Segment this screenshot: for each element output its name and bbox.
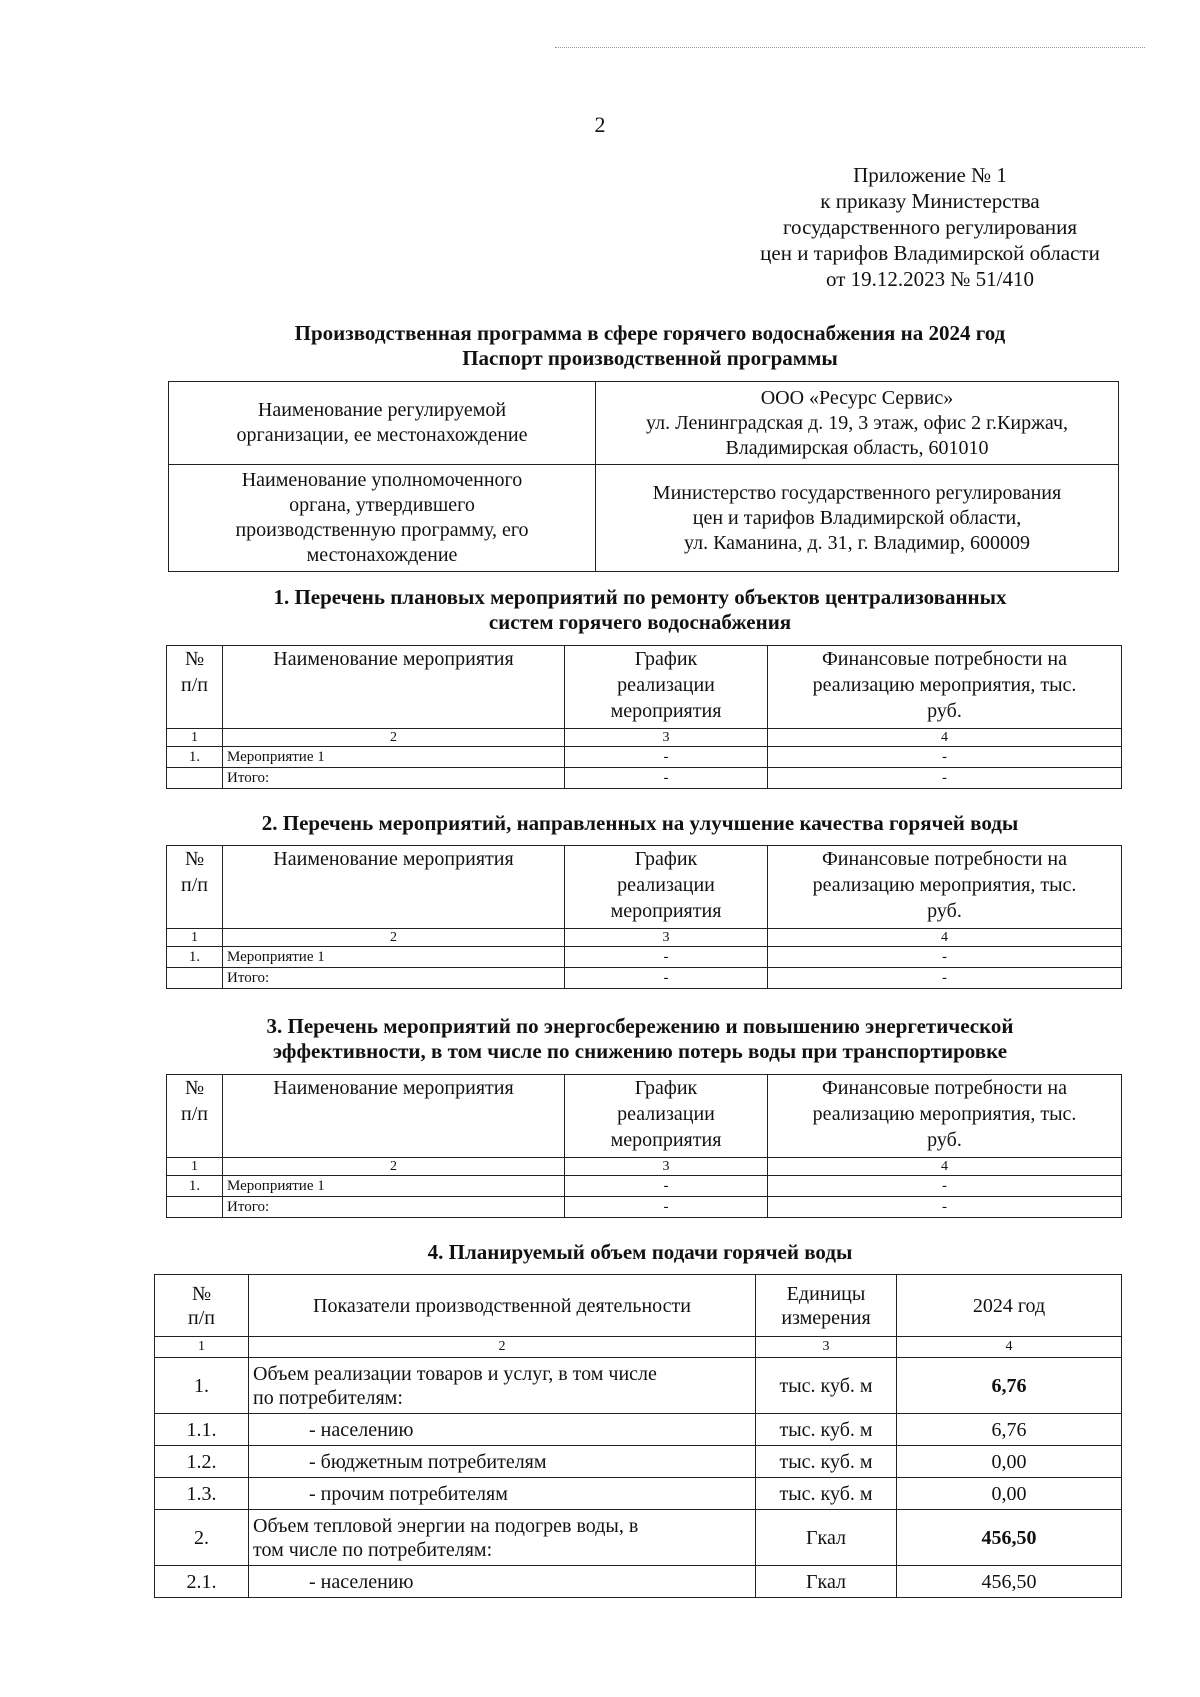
row-value: 6,76 [897,1414,1122,1446]
passport-auth-label [169,465,596,572]
text-line: Владимирская область, 601010 [725,436,989,459]
row-name: Мероприятие 1 [223,947,565,968]
total-label: Итого: [223,768,565,789]
col-no-header [167,646,223,729]
text-line: Единицы [786,1282,866,1305]
text-line: реализацию мероприятия, тыс. [812,1103,1077,1125]
total-label: Итого: [223,1197,565,1218]
section-3-title [160,1014,1120,1064]
col-number: 3 [565,729,768,747]
text-line: ООО «Ресурс Сервис» [760,386,954,409]
col-number: 2 [223,729,565,747]
row-no [167,1197,223,1218]
text-line: Объем тепловой энергии на подогрев воды, в [253,1514,639,1537]
text-line: том числе по потребителям: [253,1538,493,1561]
scan-artifact-line [555,47,1145,48]
row-unit: тыс. куб. м [756,1414,897,1446]
section-title-line: 4. Планируемый объем подачи горячей воды [427,1240,853,1264]
row-no: 1. [167,947,223,968]
table-row [155,1478,1122,1510]
section-title-line: 1. Перечень плановых мероприятий по ремонту объектов централизованных [273,585,1007,609]
text-line: руб. [927,700,962,722]
table-row [155,1566,1122,1598]
main-title-line: Паспорт производственной программы [462,346,838,370]
text-line: Наименование уполномоченного [241,469,523,491]
col-no-header [167,1075,223,1158]
section-title-line: систем горячего водоснабжения [488,610,792,634]
passport-org-value [596,382,1119,465]
row-name: - населению [249,1566,756,1598]
col-number: 2 [249,1337,756,1358]
col-indicator-header: Показатели производственной деятельности [249,1275,756,1337]
text-line: реализацию мероприятия, тыс. [812,674,1077,696]
text-line: мероприятия [610,1129,722,1151]
text-line: цен и тарифов Владимирской области, [692,506,1022,529]
appendix-line: цен и тарифов Владимирской области [760,241,1100,265]
text-line: № [184,848,205,870]
row-finance: - [768,947,1122,968]
col-number: 4 [768,929,1122,947]
row-name: - прочим потребителям [249,1478,756,1510]
passport-auth-value [596,465,1119,572]
text-line: График [634,1077,698,1099]
col-number: 2 [223,1158,565,1176]
text-line: реализацию мероприятия, тыс. [812,874,1077,896]
row-no: 1.2. [155,1446,249,1478]
text-line: Наименование регулируемой [257,399,507,421]
table-header-row [155,1275,1122,1337]
table-row [155,1414,1122,1446]
col-finance-header [768,1075,1122,1158]
text-line: ул. Ленинградская д. 19, 3 этаж, офис 2 г.Киржач, [645,411,1069,434]
text-line: График [634,648,698,670]
text-line: организации, ее местонахождение [236,424,528,446]
col-number: 3 [565,1158,768,1176]
col-number: 3 [565,929,768,947]
table-row [155,1510,1122,1566]
main-title-line: Производственная программа в сфере горячего водоснабжения на 2024 год [294,321,1006,345]
section-4-title [160,1240,1120,1265]
text-line: измерения [781,1306,871,1329]
row-no: 1. [167,1176,223,1197]
text-line: ул. Каманина, д. 31, г. Владимир, 600009 [684,531,1030,554]
passport-table [168,381,1119,572]
section-title-line: 2. Перечень мероприятий, направленных на улучшение качества горячей воды [261,811,1019,835]
row-name: Мероприятие 1 [223,747,565,768]
appendix-line: государственного регулирования [782,215,1078,239]
table-header-row [167,846,1122,929]
row-no [167,968,223,989]
col-no-header [167,846,223,929]
row-unit: Гкал [756,1566,897,1598]
row-name [249,1510,756,1566]
col-number: 4 [768,1158,1122,1176]
section-1-title [160,585,1120,635]
column-number-row [167,729,1122,747]
col-number: 1 [155,1337,249,1358]
total-label: Итого: [223,968,565,989]
text-line: реализации [617,674,715,696]
events-table-1 [166,645,1122,789]
text-line: № [191,1282,212,1305]
row-value: 456,50 [897,1566,1122,1598]
events-table-3 [166,1074,1122,1218]
text-line: руб. [927,900,962,922]
row-finance: - [768,747,1122,768]
text-line: по потребителям: [253,1386,403,1409]
total-row [167,1197,1122,1218]
row-unit: тыс. куб. м [756,1478,897,1510]
total-row [167,968,1122,989]
appendix-line: Приложение № 1 [853,163,1007,187]
col-finance-header [768,846,1122,929]
col-number: 4 [897,1337,1122,1358]
col-number: 3 [756,1337,897,1358]
col-year-header: 2024 год [897,1275,1122,1337]
column-number-row [155,1337,1122,1358]
text-line: местонахождение [306,544,458,566]
total-row [167,768,1122,789]
text-line: реализации [617,1103,715,1125]
main-title [60,321,1200,371]
col-schedule-header [565,1075,768,1158]
row-value: 0,00 [897,1446,1122,1478]
text-line: п/п [181,674,208,696]
col-unit-header [756,1275,897,1337]
row-unit: тыс. куб. м [756,1446,897,1478]
total-finance: - [768,968,1122,989]
table-header-row [167,1075,1122,1158]
row-schedule: - [565,747,768,768]
col-number: 4 [768,729,1122,747]
text-line: мероприятия [610,700,722,722]
col-name-header: Наименование мероприятия [223,846,565,929]
col-number: 1 [167,729,223,747]
text-line: п/п [181,1103,208,1125]
text-line: Финансовые потребности на [822,848,1067,870]
text-line: п/п [181,874,208,896]
page-number: 2 [594,112,606,137]
row-name: - бюджетным потребителям [249,1446,756,1478]
appendix-block [700,162,1160,292]
section-title-line: эффективности, в том числе по снижению потерь воды при транспортировке [272,1039,1008,1063]
total-schedule: - [565,968,768,989]
table-row [155,1358,1122,1414]
table-row [167,1176,1122,1197]
text-line: № [184,1077,205,1099]
column-number-row [167,1158,1122,1176]
row-no: 1. [155,1358,249,1414]
passport-row [169,382,1119,465]
appendix-line: от 19.12.2023 № 51/410 [825,267,1035,291]
total-schedule: - [565,768,768,789]
text-line: График [634,848,698,870]
col-name-header: Наименование мероприятия [223,1075,565,1158]
text-line: Финансовые потребности на [822,648,1067,670]
row-name: Мероприятие 1 [223,1176,565,1197]
row-name: - населению [249,1414,756,1446]
row-finance: - [768,1176,1122,1197]
total-finance: - [768,768,1122,789]
text-line: производственную программу, его [235,519,529,541]
row-value: 0,00 [897,1478,1122,1510]
total-schedule: - [565,1197,768,1218]
total-finance: - [768,1197,1122,1218]
column-number-row [167,929,1122,947]
text-line: Объем реализации товаров и услуг, в том числе [253,1362,657,1385]
table-row [167,747,1122,768]
events-table-2 [166,845,1122,989]
text-line: № [184,648,205,670]
row-no: 2.1. [155,1566,249,1598]
text-line: п/п [188,1306,215,1329]
row-name [249,1358,756,1414]
table-row [167,947,1122,968]
row-unit: Гкал [756,1510,897,1566]
col-schedule-header [565,846,768,929]
col-name-header: Наименование мероприятия [223,646,565,729]
col-finance-header [768,646,1122,729]
text-line: органа, утвердившего [289,494,475,516]
col-no-header [155,1275,249,1337]
text-line: руб. [927,1129,962,1151]
row-value: 456,50 [897,1510,1122,1566]
row-no: 1.1. [155,1414,249,1446]
text-line: реализации [617,874,715,896]
text-line: мероприятия [610,900,722,922]
col-number: 1 [167,1158,223,1176]
table-header-row [167,646,1122,729]
section-2-title [160,811,1120,836]
row-unit: тыс. куб. м [756,1358,897,1414]
passport-org-label [169,382,596,465]
passport-row [169,465,1119,572]
volume-table [154,1274,1122,1598]
text-line: Министерство государственного регулирования [652,481,1062,504]
col-number: 2 [223,929,565,947]
table-row [155,1446,1122,1478]
row-schedule: - [565,1176,768,1197]
row-no [167,768,223,789]
appendix-line: к приказу Министерства [820,189,1040,213]
row-schedule: - [565,947,768,968]
col-number: 1 [167,929,223,947]
row-no: 2. [155,1510,249,1566]
text-line: Финансовые потребности на [822,1077,1067,1099]
section-title-line: 3. Перечень мероприятий по энергосбережению и повышению энергетической [266,1014,1014,1038]
row-no: 1. [167,747,223,768]
row-no: 1.3. [155,1478,249,1510]
col-schedule-header [565,646,768,729]
row-value: 6,76 [897,1358,1122,1414]
